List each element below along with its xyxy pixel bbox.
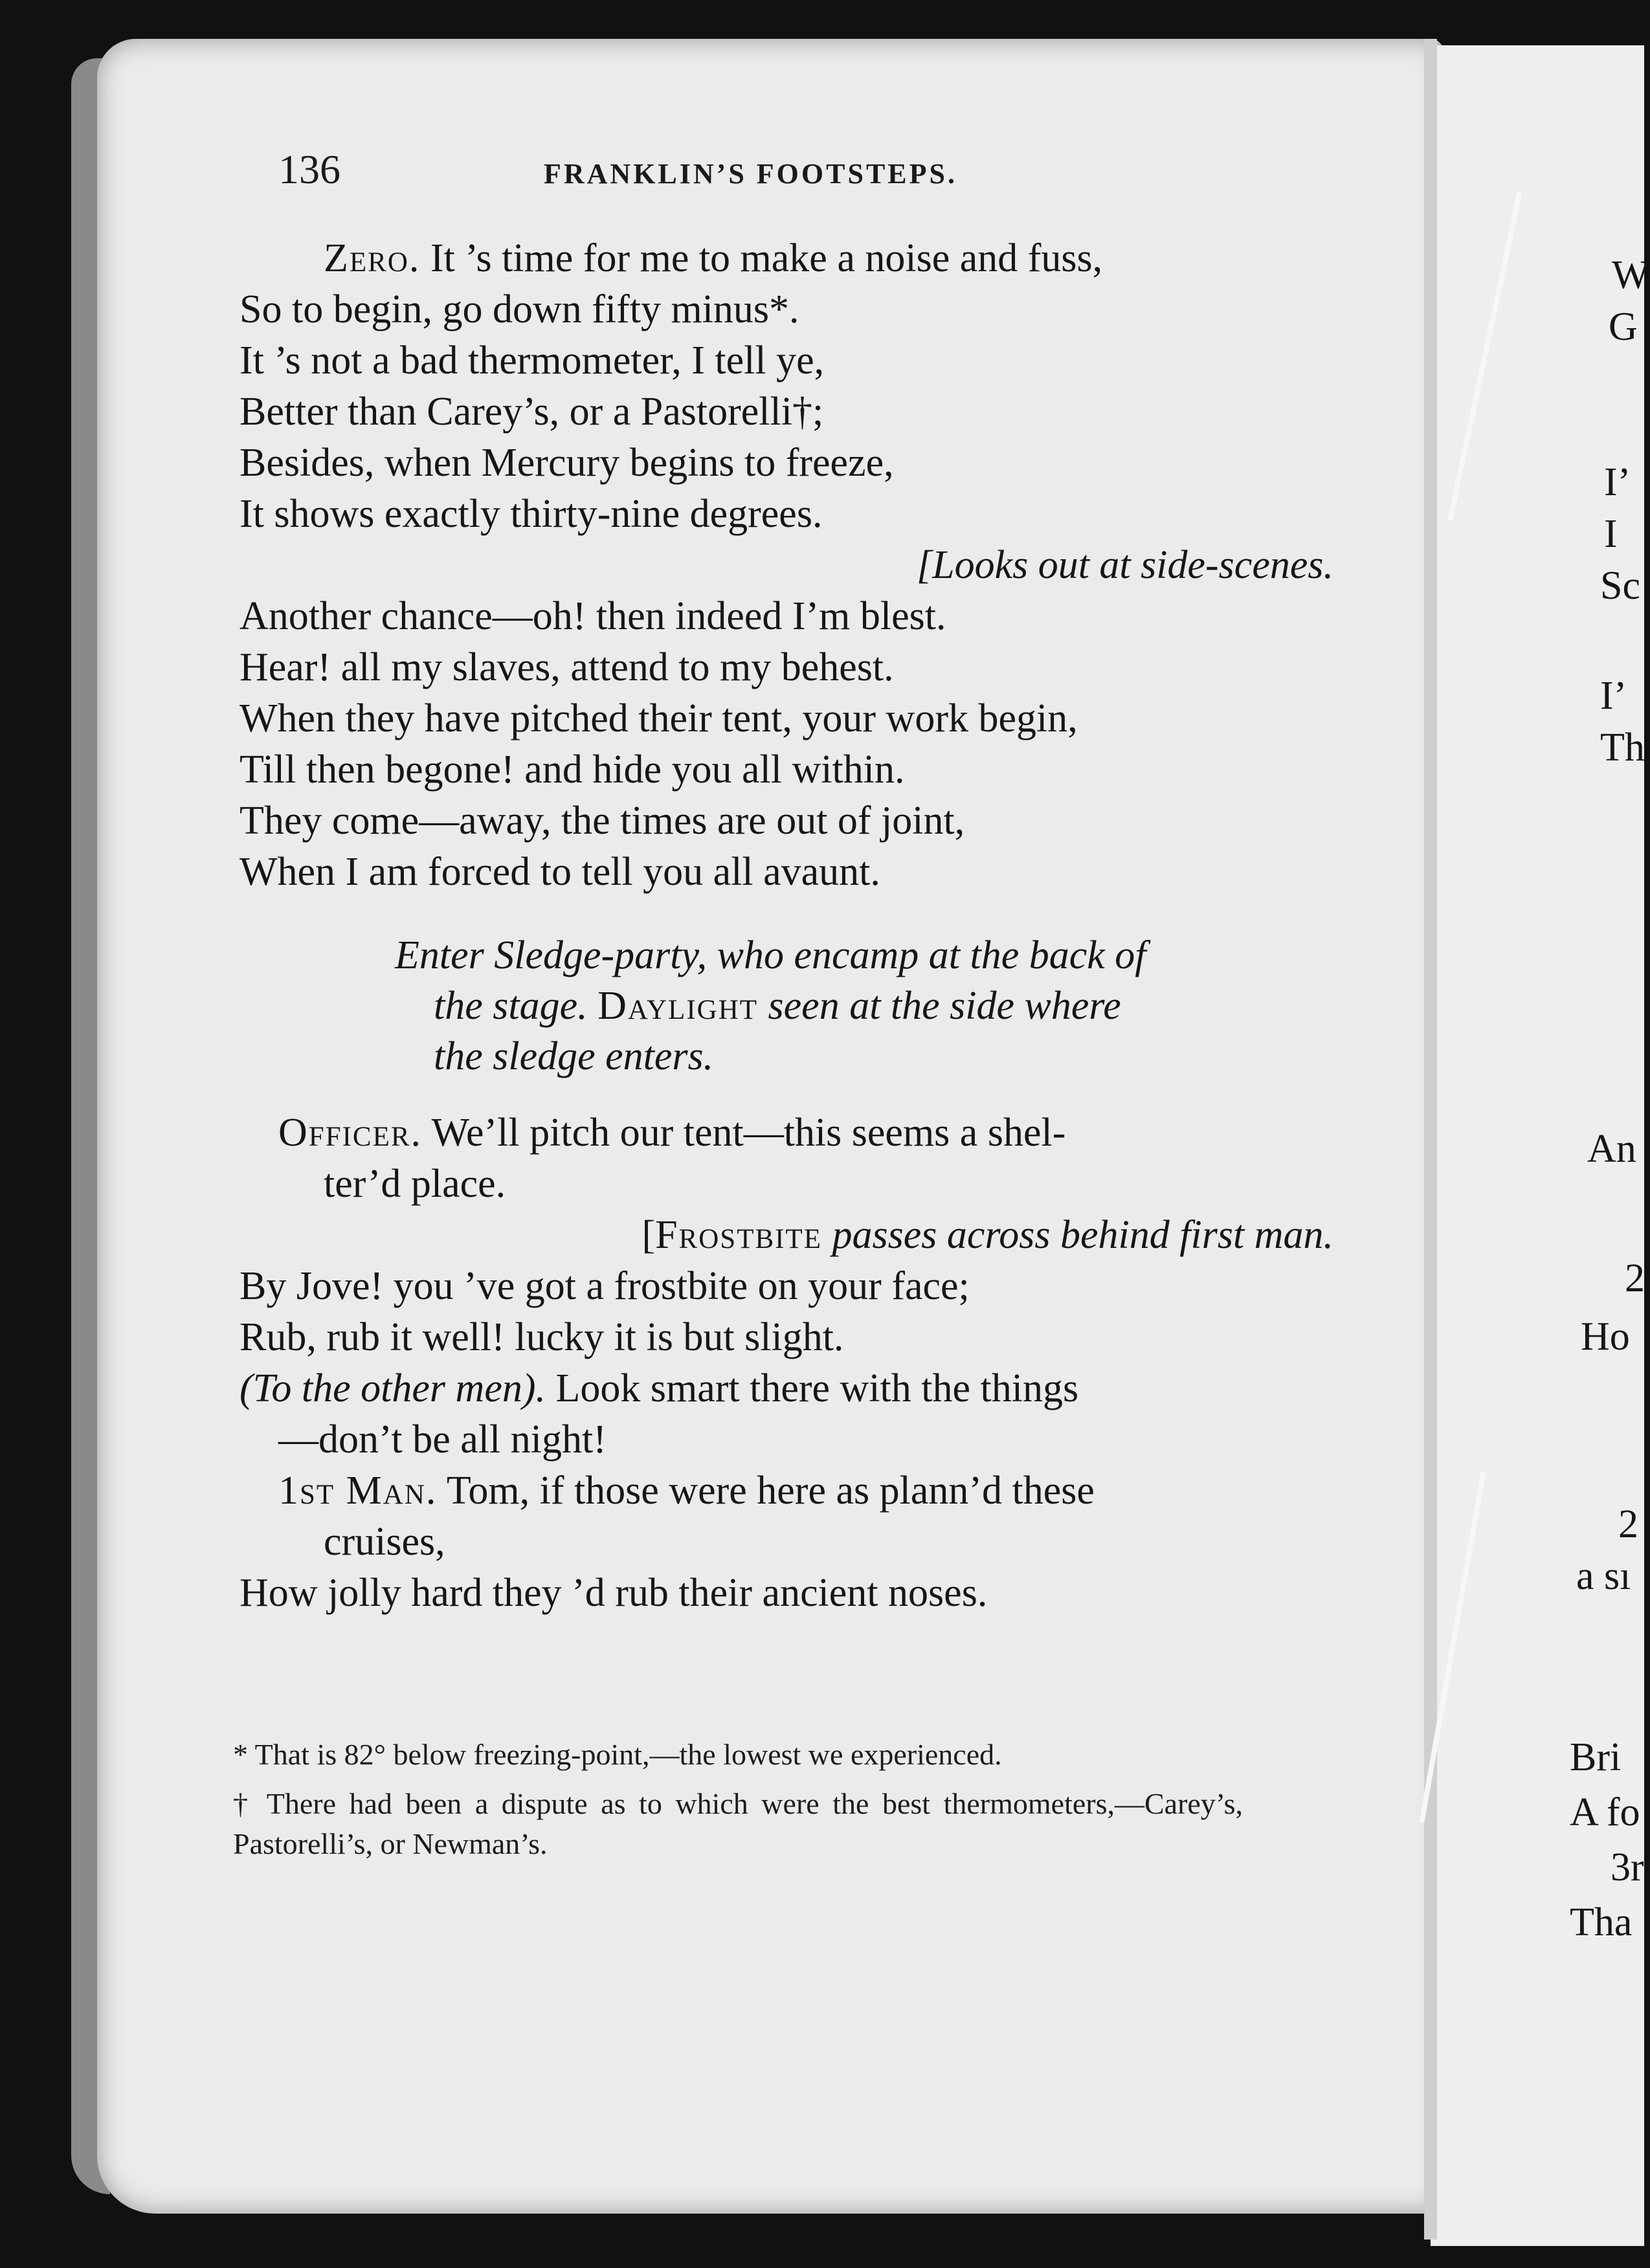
verse-line [240, 1363, 1353, 1414]
stage-direction-inline: [Looks out at side-scenes. [916, 543, 1333, 587]
stage-direction-block [395, 930, 1333, 1082]
right-page-fragment: Tha [1570, 1900, 1633, 1944]
verse-text: Tom, if those were here as plann’d these [446, 1469, 1095, 1513]
footnote: * That is 82° below freezing-point,—the lowest we experienced. [233, 1738, 1002, 1771]
stage-direction-inline [240, 1210, 1353, 1261]
character-daylight: Daylight [597, 984, 759, 1028]
verse-line: Till then begone! and hide you all within. [240, 748, 905, 792]
stage-text: seen at the side where [768, 984, 1121, 1028]
page-number: 136 [278, 146, 340, 192]
page-header [278, 146, 1346, 204]
verse-line: How jolly hard they ’d rub their ancient noses. [240, 1571, 988, 1615]
main-text [240, 233, 1353, 1619]
verse-line: Another chance—oh! then indeed I’m blest. [240, 594, 946, 638]
verse-line: Besides, when Mercury begins to freeze, [240, 441, 894, 485]
speaker-name: Zero. [324, 236, 421, 280]
right-page-fragment: An [1587, 1127, 1636, 1171]
verse-line [240, 233, 1353, 284]
right-page-fragment: Bri [1570, 1735, 1622, 1779]
stage-line [395, 981, 1333, 1031]
speaker-name: Officer. [278, 1111, 423, 1155]
verse-line: —don’t be all night! [278, 1418, 607, 1462]
verse-line: Rub, rub it well! lucky it is but slight. [240, 1315, 844, 1359]
verse-line: It ’s not a bad thermometer, I tell ye, [240, 339, 825, 383]
right-page-fragment: 2 [1618, 1502, 1638, 1546]
right-page-fragment: A fo [1570, 1790, 1640, 1834]
right-page-fragment: a sı [1576, 1554, 1631, 1598]
footnote: † There had been a dispute as to which were the best thermometers,—Carey’s, Pastorelli’s, or Newman’s. [233, 1787, 1243, 1860]
verse-line: Hear! all my slaves, attend to my behest. [240, 645, 894, 689]
stage-text: passes across behind first man. [832, 1213, 1333, 1257]
verse-line: It shows exactly thirty-nine degrees. [240, 492, 823, 536]
right-page-fragment: G [1609, 305, 1638, 349]
verse-line: When they have pitched their tent, your work begin, [240, 696, 1078, 740]
verse-text: It ’s time for me to make a noise and fuss, [430, 236, 1103, 280]
verse-line: Better than Carey’s, or a Pastorelli†; [240, 390, 824, 434]
right-page-fragment: W [1612, 253, 1650, 297]
stage-line: Enter Sledge-party, who encamp at the back of [395, 933, 1146, 977]
right-page-fragment: 2 [1625, 1256, 1645, 1300]
verse-line: So to begin, go down fifty minus*. [240, 287, 799, 331]
footnotes [233, 1735, 1243, 1873]
verse-line: ter’d place. [324, 1162, 506, 1206]
right-page-fragment: Sc [1600, 564, 1640, 608]
right-page-fragment: I’ [1604, 460, 1631, 504]
verse-line [240, 1107, 1353, 1159]
right-page-fragment: Th [1600, 726, 1645, 770]
verse-text: We’ll pitch our tent—this seems a shel- [431, 1111, 1066, 1155]
right-page-fragment: I’ [1600, 674, 1627, 718]
character-frostbite: Frostbite [655, 1213, 823, 1257]
verse-text: Look smart there with the things [555, 1366, 1079, 1410]
verse-line [240, 1465, 1353, 1517]
verse-line: They come—away, the times are out of joint, [240, 799, 965, 843]
aside-direction: (To the other men). [240, 1366, 546, 1410]
book-gutter [1424, 39, 1437, 2240]
running-title: FRANKLIN’S FOOTSTEPS. [544, 158, 957, 190]
right-page-fragment: I [1604, 512, 1618, 556]
verse-line: By Jove! you ’ve got a frostbite on your face; [240, 1264, 970, 1308]
stage-line: the sledge enters. [434, 1034, 714, 1078]
right-page-fragment: Ho [1581, 1315, 1630, 1359]
bracket: [ [641, 1213, 656, 1257]
speaker-name: 1st Man. [278, 1469, 438, 1513]
verse-line: When I am forced to tell you all avaunt. [240, 850, 880, 894]
stage-text: the stage. [434, 984, 588, 1028]
right-page-fragment: 3r [1611, 1845, 1644, 1889]
verse-line: cruises, [324, 1520, 445, 1564]
